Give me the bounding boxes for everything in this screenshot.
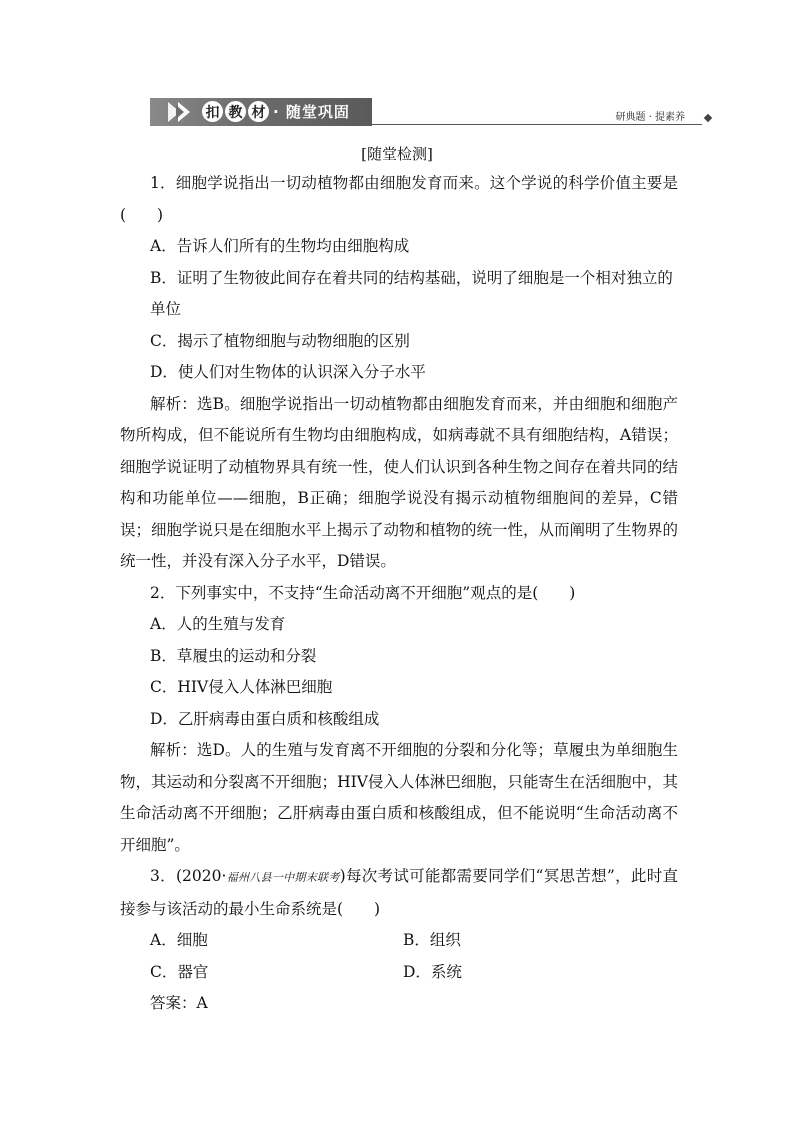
question-3-option-c: C．器官 <box>150 962 209 981</box>
question-3-source: 福州八县一中期末联考 <box>226 871 340 884</box>
question-3-options-row-1 <box>120 925 678 957</box>
question-1-option-c: C．揭示了植物细胞与动物细胞的区别 <box>150 331 410 350</box>
chevron-icon <box>178 102 190 122</box>
question-2-option-d: D．乙肝病毒由蛋白质和核酸组成 <box>150 709 380 728</box>
question-3-stem-suffix: )每次考试可能都需要同学们“冥思苦想”，此时直接参与该活动的最小生命系统是( ) <box>120 867 678 918</box>
header-right-text: 研典题 · 提素养 <box>615 112 685 123</box>
question-2-analysis: 解析：选D。人的生殖与发育离不开细胞的分裂和分化等；草履虫为单细胞生物，其运动和分裂离不开细胞；HIV侵入人体淋巴细胞，只能寄生在活细胞中，其生命活动离不开细胞；乙肝病毒由蛋白质和核酸组成，但不能说明“生命活动离不开细胞”。 <box>120 741 678 854</box>
section-banner <box>150 98 372 126</box>
question-2-option-c: C．HIV侵入人体淋巴细胞 <box>150 678 333 696</box>
question-3-option-d: D．系统 <box>403 962 462 981</box>
question-3-option-a: A．细胞 <box>150 931 208 949</box>
question-3-answer: 答案：A <box>150 994 208 1012</box>
question-2-option-a: A．人的生殖与发育 <box>150 615 286 633</box>
badge-jiao: 教 <box>225 101 246 122</box>
questions-content <box>120 168 678 1020</box>
banner-badges <box>202 101 350 122</box>
question-1-analysis: 解析：选B。细胞学说指出一切动植物都由细胞发育而来，并由细胞和细胞产物所构成，但不能说所有生物均由细胞构成，如病毒就不具有细胞结构，A错误；细胞学说证明了动植物界具有统一性，使人们认识到各种生物之间存在着共同的结构和功能单位——细胞，B正确；细胞学说没有揭示动植物细胞间的差异，C错误；细胞学说只是在细胞水平上揭示了动物和植物的统一性，从而阐明了生物界的统一性，并没有深入分子水平，D错误。 <box>120 394 679 570</box>
question-2-stem: 2．下列事实中，不支持“生命活动离不开细胞”观点的是( ) <box>150 583 576 602</box>
question-3-option-b: B．组织 <box>403 931 461 949</box>
question-3-stem-prefix: 3．(2020· <box>150 867 227 885</box>
diamond-icon <box>704 114 712 122</box>
banner-subtitle: · 随堂巩固 <box>273 103 350 121</box>
question-1-option-d: D．使人们对生物体的认识深入分子水平 <box>150 363 426 381</box>
badge-kou: 扣 <box>202 101 223 122</box>
badge-cai: 材 <box>248 101 269 122</box>
question-1-option-b: B．证明了生物彼此间存在着共同的结构基础，说明了细胞是一个相对独立的单位 <box>150 268 673 318</box>
header-rule <box>372 124 702 125</box>
question-1-stem: 1．细胞学说指出一切动植物都由细胞发育而来。这个学说的科学价值主要是( ) <box>120 174 678 224</box>
page-header <box>150 98 715 126</box>
question-3-options-row-2 <box>120 957 678 989</box>
question-3-stem <box>120 861 678 925</box>
section-title: [随堂检测] <box>361 145 433 163</box>
question-1-option-a: A．告诉人们所有的生物均由细胞构成 <box>150 237 410 255</box>
question-2-option-b: B．草履虫的运动和分裂 <box>150 646 317 665</box>
